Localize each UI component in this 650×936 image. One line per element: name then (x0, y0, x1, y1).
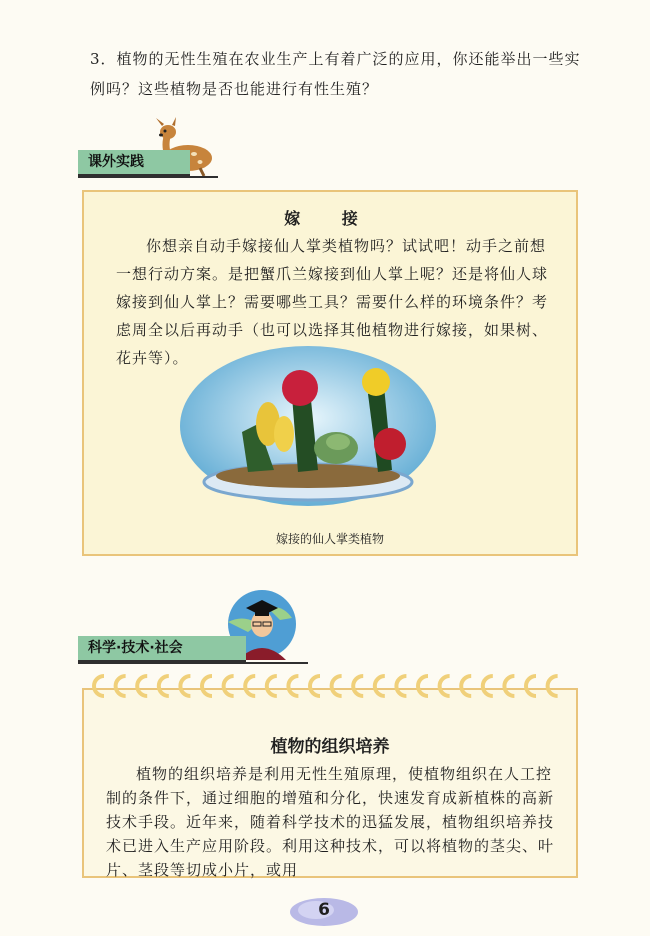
section-rule (78, 662, 308, 664)
binding-ring (418, 676, 428, 696)
binding-ring (180, 676, 190, 696)
binding-ring (94, 676, 104, 696)
binding-ring (353, 676, 363, 696)
binding-ring (526, 676, 536, 696)
binding-ring (288, 676, 298, 696)
binding-ring (202, 676, 212, 696)
activity-body: 你想亲自动手嫁接仙人掌类植物吗？试试吧！动手之前想一想行动方案。是把蟹爪兰嫁接到仙人掌上呢？还是将仙人球嫁接到仙人掌上？需要哪些工具？需要什么样的环境条件？考虑周全以后再动手（也可以选择其他植物进行嫁接，如果树、花卉等）。 (116, 237, 549, 367)
sts-body: 植物的组织培养是利用无性生殖原理，使植物组织在人工控制的条件下，通过细胞的增殖和分化，快速发育成新植株的高新技术手段。近年来，随着科学技术的迅猛发展，植物组织培养技术已进入生产应用阶段。利用这种技术，可以将植物的茎尖、叶片、茎段等切成小片，或用 (106, 765, 555, 879)
section-tag-sts: 科学·技术·社会 (78, 636, 246, 662)
binding-ring (548, 676, 558, 696)
binding-ring (159, 676, 169, 696)
binding-ring (137, 676, 147, 696)
grafted-cactus-photo (178, 344, 438, 512)
binding-ring (461, 676, 471, 696)
binding-ring (504, 676, 514, 696)
page-number-badge (284, 894, 364, 928)
binding-ring (332, 676, 342, 696)
binding-ring (396, 676, 406, 696)
page-number: 6 (318, 900, 330, 920)
binding-ring (483, 676, 493, 696)
sts-title: 植物的组织培养 (270, 737, 390, 757)
sts-box (82, 688, 578, 878)
activity-box (82, 190, 578, 556)
binding-ring (375, 676, 385, 696)
section-rule (78, 176, 218, 178)
binding-ring (310, 676, 320, 696)
binding-ring (116, 676, 126, 696)
question-text: 3．植物的无性生殖在农业生产上有着广泛的应用，你还能举出一些实例吗？这些植物是否也能进行有性生殖？ (90, 50, 581, 98)
binding-ring (245, 676, 255, 696)
activity-title: 嫁 接 (284, 209, 376, 228)
notebook-binding-rings (86, 668, 572, 704)
section-tag-practice: 课外实践 (78, 150, 190, 176)
photo-caption: 嫁接的仙人掌类植物 (275, 532, 384, 546)
binding-ring (440, 676, 450, 696)
binding-ring (224, 676, 234, 696)
binding-ring (267, 676, 277, 696)
